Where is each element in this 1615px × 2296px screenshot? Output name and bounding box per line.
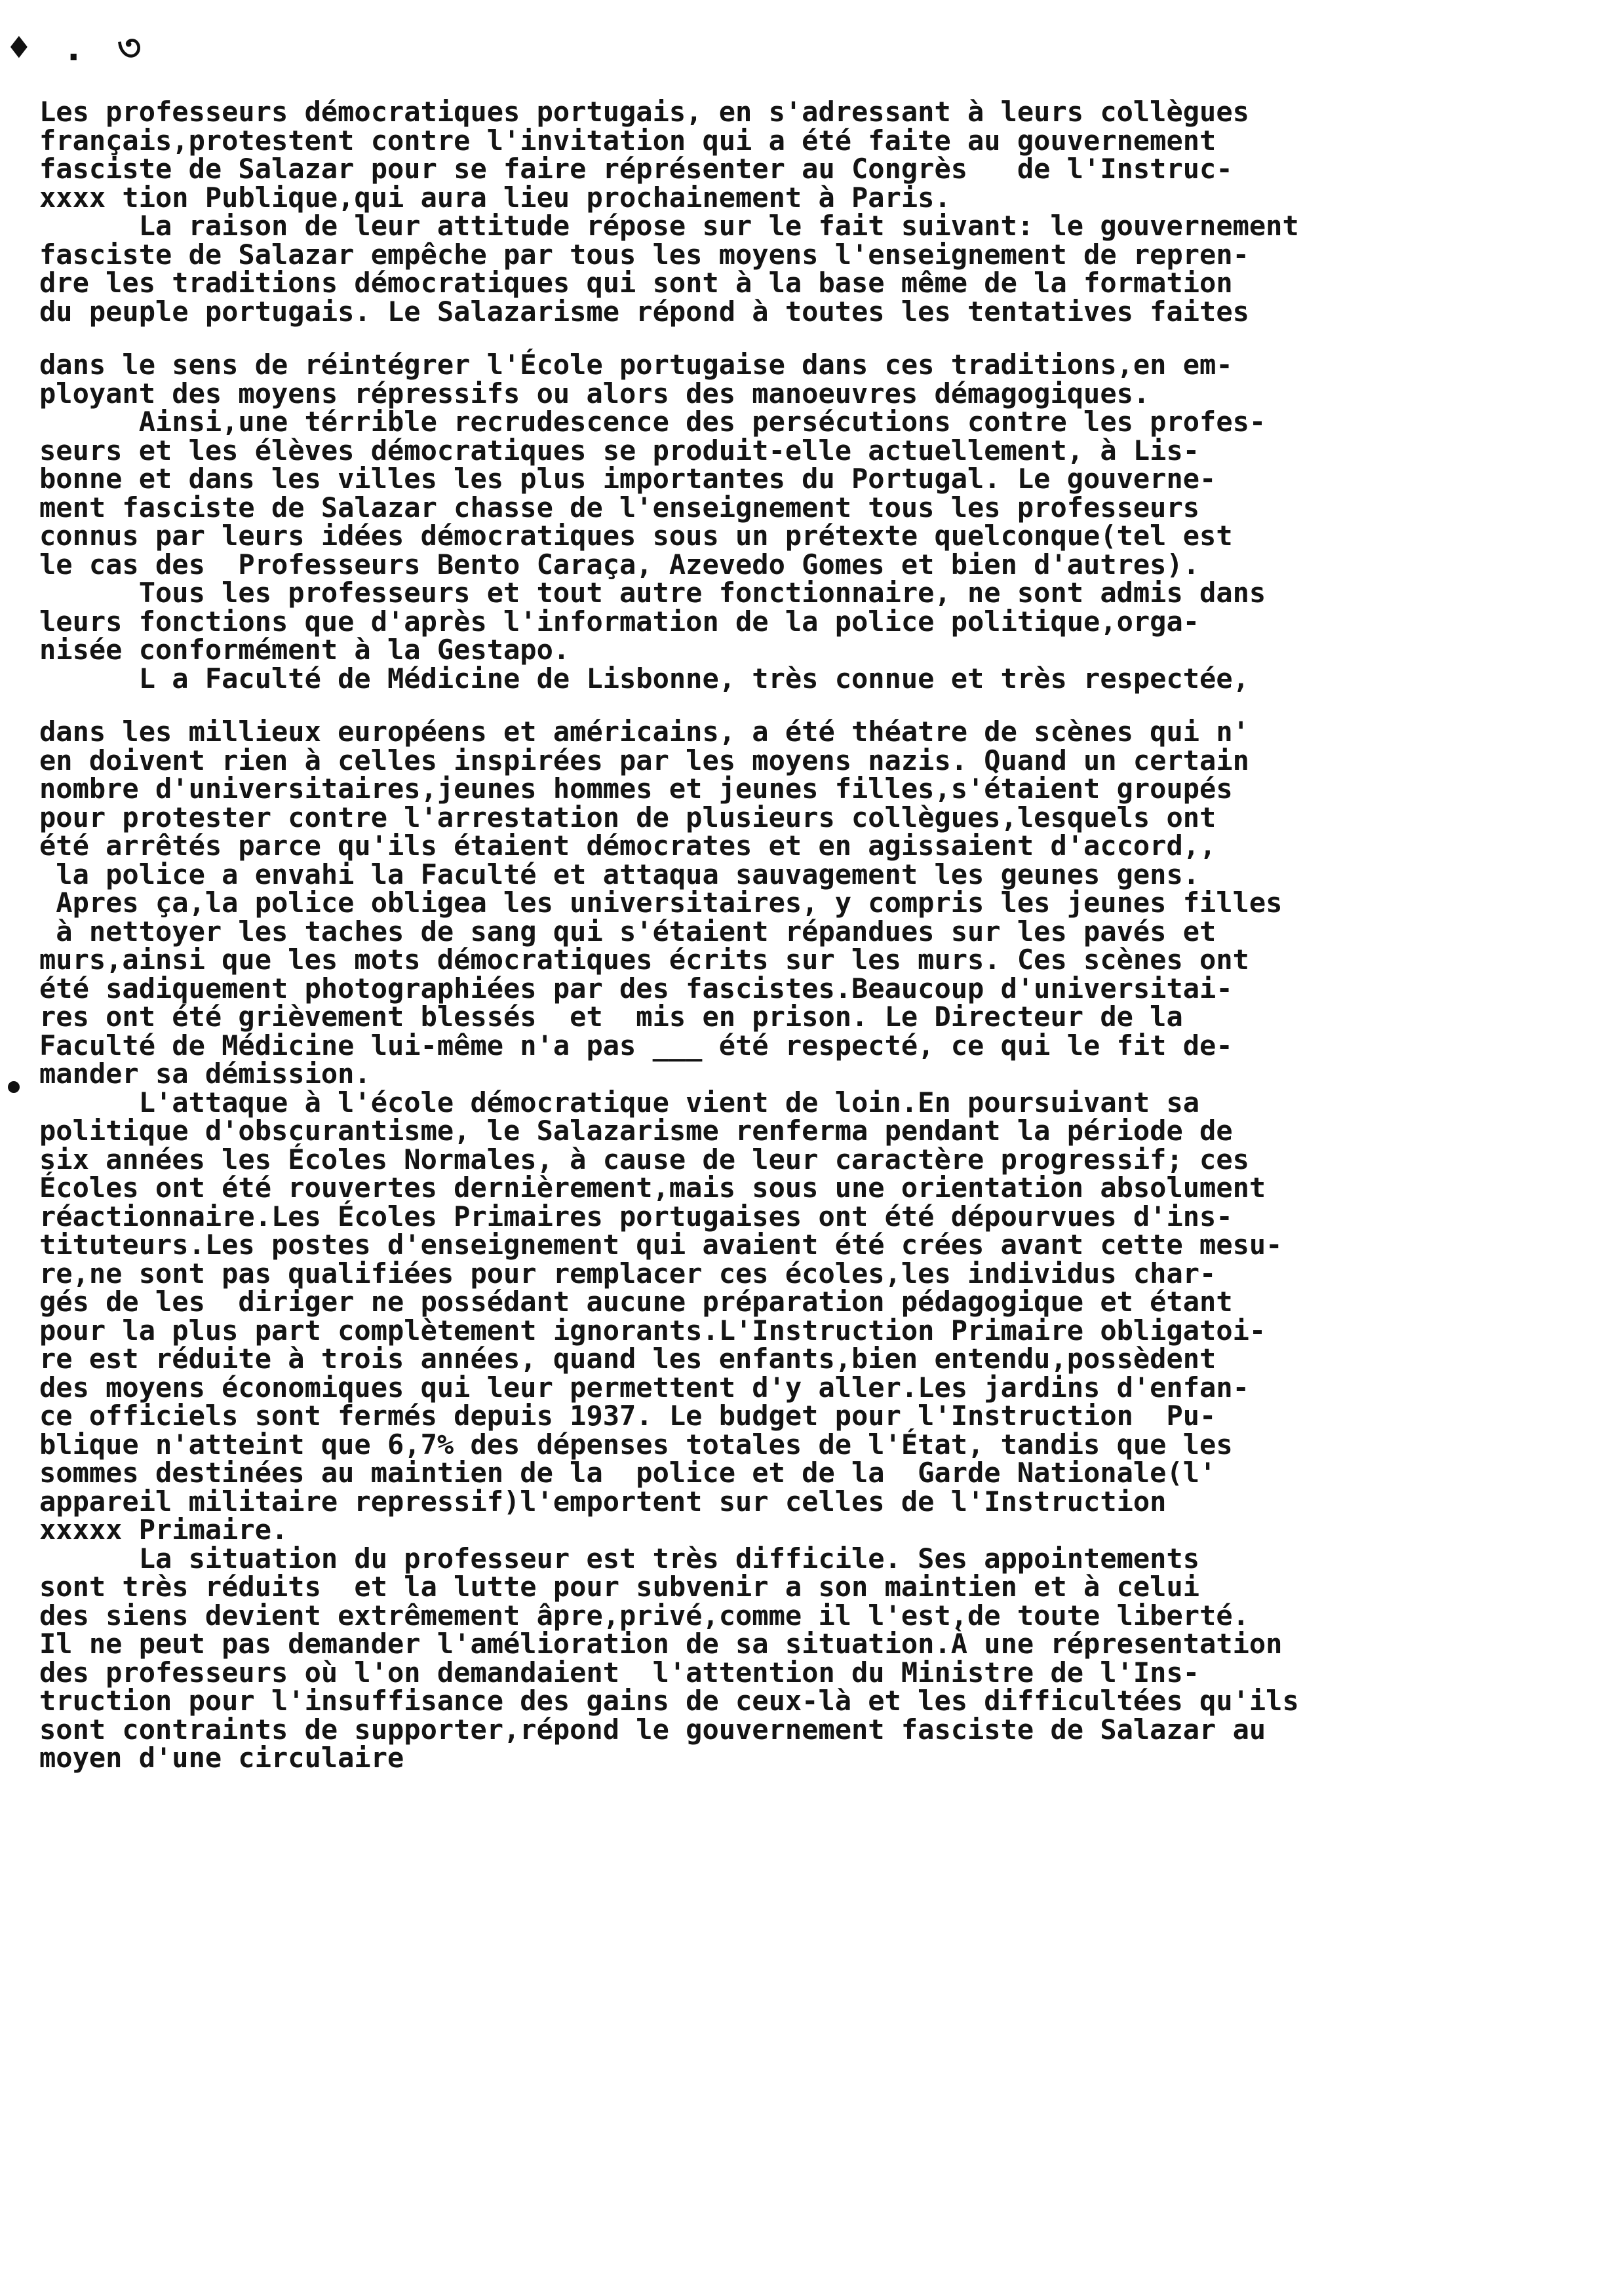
text-line: fasciste de Salazar empêche par tous les moyens l'enseignement de repren- [39,238,1249,271]
text-line: mander sa démission. [39,1058,371,1090]
text-line: truction pour l'insuffisance des gains de ceux-là et les difficultées qu'ils [39,1685,1299,1717]
document-body [39,98,1481,1773]
text-line: Ainsi,une térrible recrudescence des persécutions contre les profes- [39,406,1266,438]
text-line: Écoles ont été rouvertes dernièrement,mais sous une orientation absolument [39,1172,1266,1204]
text-line: ce officiels sont fermés depuis 1937. Le budget pour l'Instruction Pu- [39,1400,1216,1432]
text-line: dans le sens de réintégrer l'École portugaise dans ces traditions,en em- [39,349,1233,381]
paragraph-gap [39,326,1481,351]
text-line: dans les millieux européens et américains, a été théatre de scènes qui n' [39,716,1249,748]
text-line: appareil militaire repressif)l'emportent sur celles de l'Instruction [39,1485,1167,1518]
text-line: été sadiquement photographiées par des fascistes.Beaucoup d'universitai- [39,972,1233,1004]
text-line: sont contraints de supporter,répond le gouvernement fasciste de Salazar au [39,1713,1266,1746]
text-line: re est réduite à trois années, quand les enfants,bien entendu,possèdent [39,1343,1216,1375]
text-line: français,protestent contre l'invitation qui a été faite au gouvernement [39,124,1216,157]
text-line: du peuple portugais. Le Salazarisme répond à toutes les tentatives faites [39,295,1249,328]
text-line: dre les traditions démocratiques qui sont à la base même de la formation [39,267,1233,299]
text-line: le cas des Professeurs Bento Caraça, Azevedo Gomes et bien d'autres). [39,548,1200,581]
text-line: sommes destinées au maintien de la police et de la Garde Nationale(l' [39,1457,1216,1489]
text-line: res ont été grièvement blessés et mis en prison. Le Directeur de la [39,1001,1183,1033]
text-line: L'attaque à l'école démocratique vient de loin.En poursuivant sa [39,1086,1200,1119]
margin-dot [8,1081,20,1093]
text-line: la police a envahi la Faculté et attaqua sauvagement les geunes gens. [39,858,1200,890]
text-line: nombre d'universitaires,jeunes hommes et jeunes filles,s'étaient groupés [39,773,1233,805]
text-line: moyen d'une circulaire [39,1742,404,1774]
text-line: La situation du professeur est très difficile. Ses appointements [39,1542,1200,1575]
text-line: Apres ça,la police obligea les universitaires, y compris les jeunes filles [39,887,1283,919]
text-line: sont très réduits et la lutte pour subvenir a son maintien et à celui [39,1571,1200,1603]
text-line: Faculté de Médicine lui-même n'a pas ___ été respecté, ce qui le fit de- [39,1029,1233,1062]
text-line: xxxx tion Publique,qui aura lieu prochainement à Paris. [39,181,951,214]
text-line: murs,ainsi que les mots démocratiques écrits sur les murs. Ces scènes ont [39,944,1249,976]
text-line: La raison de leur attitude répose sur le fait suivant: le gouvernement [39,210,1299,242]
text-line: Les professeurs démocratiques portugais, en s'adressant à leurs collègues [39,96,1249,128]
text-line: blique n'atteint que 6,7% des dépenses totales de l'État, tandis que les [39,1428,1233,1461]
text-line: bonne et dans les villes les plus importantes du Portugal. Le gouverne- [39,463,1216,495]
text-line: pour protester contre l'arrestation de plusieurs collègues,lesquels ont [39,801,1216,833]
text-line: L a Faculté de Médicine de Lisbonne, très connue et très respectée, [39,662,1249,695]
text-line: des professeurs où l'on demandaient l'attention du Ministre de l'Ins- [39,1656,1200,1689]
text-line: des siens devient extrêmement âpre,privé,comme il l'est,de toute liberté. [39,1599,1249,1632]
text-line: connus par leurs idées démocratiques sous un prétexte quelconque(tel est [39,520,1233,552]
text-line: seurs et les élèves démocratiques se produit-elle actuellement, à Lis- [39,434,1200,467]
text-line: ployant des moyens répressifs ou alors des manoeuvres démagogiques. [39,377,1150,410]
text-line: re,ne sont pas qualifiées pour remplacer ces écoles,les individus char- [39,1257,1216,1290]
text-line: gés de les diriger ne possédant aucune préparation pédagogique et étant [39,1286,1233,1318]
text-line: réactionnaire.Les Écoles Primaires portugaises ont été dépourvues d'ins- [39,1200,1233,1233]
text-line: politique d'obscurantisme, le Salazarisme renferma pendant la période de [39,1115,1233,1147]
text-line: leurs fonctions que d'après l'information de la police politique,orga- [39,605,1200,638]
corner-mark: ♦ . ৩ [8,27,147,69]
text-line: tituteurs.Les postes d'enseignement qui avaient été crées avant cette mesu- [39,1229,1283,1261]
paragraph-gap [39,693,1481,718]
text-line: six années les Écoles Normales, à cause de leur caractère progressif; ces [39,1143,1249,1176]
text-line: à nettoyer les taches de sang qui s'étaient répandues sur les pavés et [39,915,1216,947]
text-line: pour la plus part complètement ignorants.L'Instruction Primaire obligatoi- [39,1314,1266,1347]
text-line: ment fasciste de Salazar chasse de l'enseignement tous les professeurs [39,491,1200,524]
text-line: des moyens économiques qui leur permettent d'y aller.Les jardins d'enfan- [39,1371,1249,1404]
text-line: fasciste de Salazar pour se faire réprésenter au Congrès de l'Instruc- [39,153,1233,185]
text-line: Tous les professeurs et tout autre fonctionnaire, ne sont admis dans [39,577,1266,609]
text-line: en doivent rien à celles inspirées par les moyens nazis. Quand un certain [39,744,1249,776]
text-line: été arrêtés parce qu'ils étaient démocrates et en agissaient d'accord,, [39,830,1216,862]
text-line: xxxxx Primaire. [39,1514,288,1546]
text-line: nisée conformément à la Gestapo. [39,634,570,666]
text-line: Il ne peut pas demander l'amélioration de sa situation.À une répresentation [39,1628,1283,1660]
